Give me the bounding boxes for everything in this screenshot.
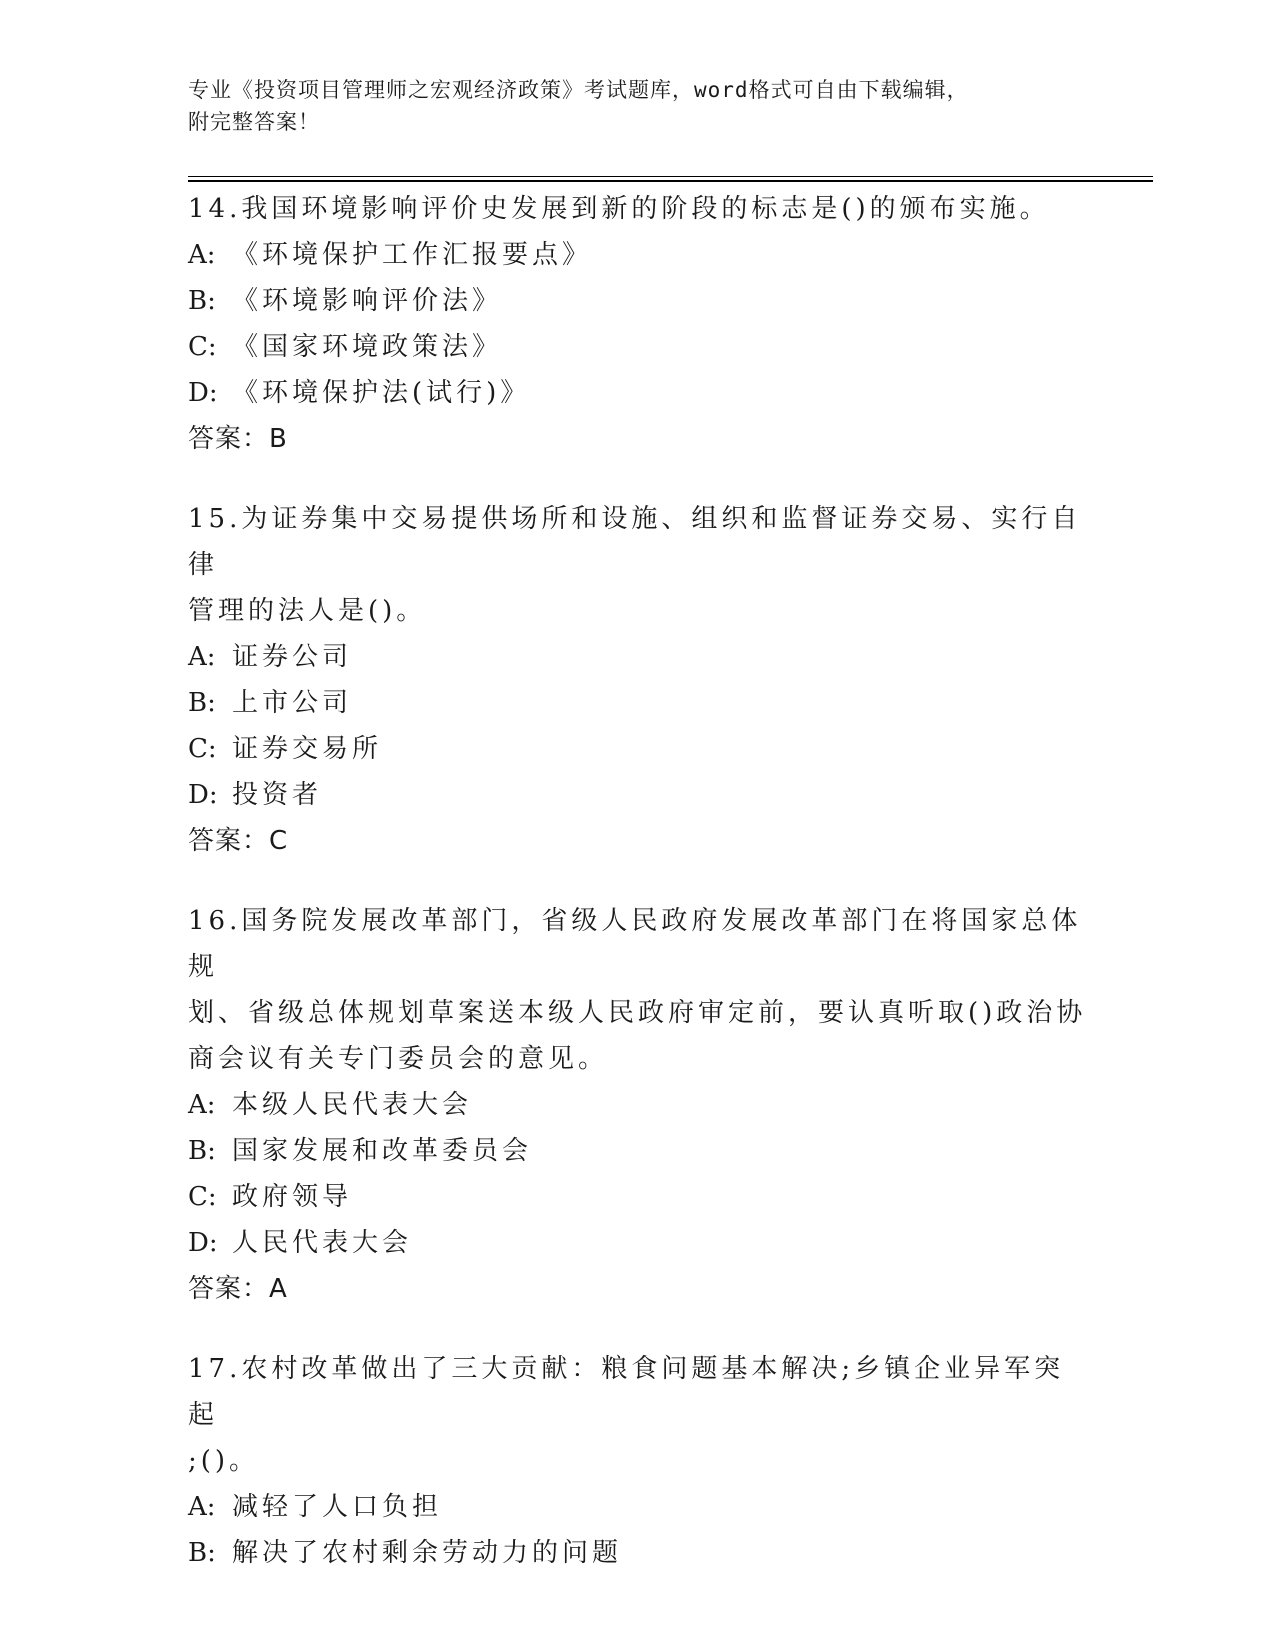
option-text: 本级人民代表大会 [232,1090,473,1120]
option-letter: C: [188,1182,217,1212]
answer-option [188,232,1088,278]
option-letter: A: [188,240,216,270]
question-list [188,186,1088,1610]
answer-option [188,1220,1088,1266]
answer-option [188,1530,1088,1576]
option-text: 国家发展和改革委员会 [232,1136,533,1166]
option-letter: A: [188,1492,216,1522]
option-text: 《环境保护法(试行)》 [232,378,531,408]
option-letter: D: [188,1228,218,1258]
option-text: 证券交易所 [232,734,383,764]
question-block [188,898,1088,1312]
header-line-1: 专业《投资项目管理师之宏观经济政策》考试题库，word格式可自由下载编辑， [188,78,969,102]
question-stem-line: 划、省级总体规划草案送本级人民政府审定前，要认真听取()政治协 [188,998,1087,1028]
answer-option [188,370,1088,416]
answer-option [188,324,1088,370]
option-text: 减轻了人口负担 [232,1492,443,1522]
option-text: 证券公司 [232,642,353,672]
answer-option [188,278,1088,324]
question-block [188,496,1088,864]
question-stem-line: 17.农村改革做出了三大贡献：粮食问题基本解决;乡镇企业异军突起 [188,1354,1065,1430]
answer-option [188,1082,1088,1128]
answer-option [188,726,1088,772]
answer-option [188,1484,1088,1530]
option-letter: B: [188,1538,216,1568]
answer-option [188,1174,1088,1220]
answer-key: 答案：C [188,826,289,856]
answer-option [188,1128,1088,1174]
option-text: 《环境保护工作汇报要点》 [232,240,593,270]
option-letter: C: [188,734,217,764]
answer-option [188,634,1088,680]
option-letter: B: [188,1136,216,1166]
header-rule-thin [188,176,1153,177]
question-stem-line: 商会议有关专门委员会的意见。 [188,1044,609,1074]
header-rule-thick [188,180,1153,182]
question-block [188,1346,1088,1576]
question-stem-line: 14.我国环境影响评价史发展到新的阶段的标志是()的颁布实施。 [188,194,1050,224]
answer-key: 答案：B [188,424,288,454]
question-stem-line: 管理的法人是()。 [188,596,427,626]
header-line-2: 附完整答案！ [188,110,320,134]
option-text: 《国家环境政策法》 [232,332,503,362]
option-text: 投资者 [232,780,323,810]
question-stem-line: 16.国务院发展改革部门，省级人民政府发展改革部门在将国家总体规 [188,906,1082,982]
option-letter: D: [188,780,218,810]
document-header [188,74,1088,138]
option-text: 政府领导 [232,1182,353,1212]
option-text: 《环境影响评价法》 [232,286,503,316]
answer-key: 答案：A [188,1274,288,1304]
option-letter: A: [188,642,216,672]
option-text: 上市公司 [232,688,353,718]
question-block [188,186,1088,462]
option-letter: B: [188,286,216,316]
option-text: 解决了农村剩余劳动力的问题 [232,1538,623,1568]
option-text: 人民代表大会 [232,1228,413,1258]
option-letter: C: [188,332,217,362]
option-letter: A: [188,1090,216,1120]
answer-option [188,772,1088,818]
question-stem-line: ;()。 [188,1446,260,1476]
option-letter: B: [188,688,216,718]
answer-option [188,680,1088,726]
question-stem-line: 15.为证券集中交易提供场所和设施、组织和监督证券交易、实行自律 [188,504,1082,580]
option-letter: D: [188,378,218,408]
